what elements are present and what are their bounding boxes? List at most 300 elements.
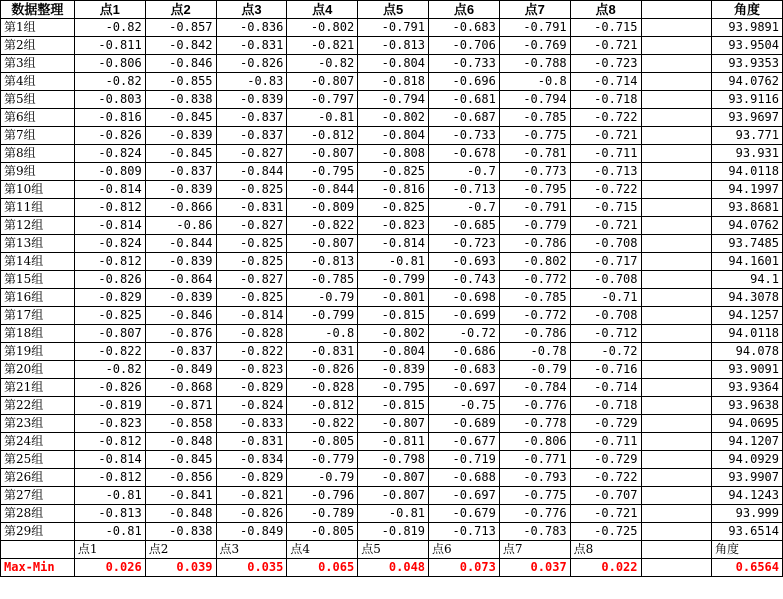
value-cell[interactable]: -0.849 (216, 523, 287, 541)
value-cell[interactable]: -0.812 (74, 253, 145, 271)
value-cell[interactable]: -0.825 (216, 181, 287, 199)
value-cell[interactable]: -0.846 (145, 55, 216, 73)
group-label-cell[interactable]: 第10组 (1, 181, 75, 199)
angle-cell[interactable]: 94.0762 (712, 217, 783, 235)
value-cell[interactable]: -0.796 (287, 487, 358, 505)
value-cell[interactable]: -0.812 (74, 433, 145, 451)
group-label-cell[interactable]: 第14组 (1, 253, 75, 271)
group-label-cell[interactable]: 第4组 (1, 73, 75, 91)
value-cell[interactable]: -0.846 (145, 307, 216, 325)
max-min-value-cell[interactable]: 0.039 (145, 559, 216, 577)
value-cell[interactable]: -0.775 (499, 127, 570, 145)
value-cell[interactable]: -0.826 (74, 379, 145, 397)
angle-cell[interactable]: 93.9091 (712, 361, 783, 379)
value-cell[interactable]: -0.844 (145, 235, 216, 253)
angle-cell[interactable]: 93.9891 (712, 19, 783, 37)
value-cell[interactable]: -0.808 (358, 145, 429, 163)
value-cell[interactable]: -0.801 (358, 289, 429, 307)
value-cell[interactable]: -0.812 (287, 127, 358, 145)
value-cell[interactable]: -0.829 (74, 289, 145, 307)
max-min-value-cell[interactable]: 0.073 (429, 559, 500, 577)
value-cell[interactable]: -0.839 (145, 253, 216, 271)
empty-cell[interactable] (641, 109, 712, 127)
value-cell[interactable]: -0.855 (145, 73, 216, 91)
value-cell[interactable]: -0.713 (570, 163, 641, 181)
max-min-angle-cell[interactable]: 0.6564 (712, 559, 783, 577)
max-min-value-cell[interactable]: 0.022 (570, 559, 641, 577)
value-cell[interactable]: -0.722 (570, 181, 641, 199)
value-cell[interactable]: -0.814 (358, 235, 429, 253)
value-cell[interactable]: -0.826 (74, 271, 145, 289)
value-cell[interactable]: -0.769 (499, 37, 570, 55)
empty-cell[interactable] (641, 1, 712, 19)
value-cell[interactable]: -0.721 (570, 37, 641, 55)
group-label-cell[interactable]: 第2组 (1, 37, 75, 55)
empty-cell[interactable] (641, 217, 712, 235)
subheader-point-cell[interactable]: 点6 (429, 541, 500, 559)
value-cell[interactable]: -0.697 (429, 379, 500, 397)
value-cell[interactable]: -0.722 (570, 109, 641, 127)
value-cell[interactable]: -0.825 (216, 253, 287, 271)
value-cell[interactable]: -0.804 (358, 55, 429, 73)
value-cell[interactable]: -0.822 (287, 415, 358, 433)
value-cell[interactable]: -0.841 (145, 487, 216, 505)
value-cell[interactable]: -0.806 (499, 433, 570, 451)
empty-cell[interactable] (641, 541, 712, 559)
value-cell[interactable]: -0.827 (216, 145, 287, 163)
angle-cell[interactable]: 93.9364 (712, 379, 783, 397)
group-label-cell[interactable]: 第8组 (1, 145, 75, 163)
value-cell[interactable]: -0.812 (287, 397, 358, 415)
value-cell[interactable]: -0.805 (287, 523, 358, 541)
empty-cell[interactable] (641, 523, 712, 541)
empty-cell[interactable] (641, 199, 712, 217)
value-cell[interactable]: -0.848 (145, 433, 216, 451)
value-cell[interactable]: -0.791 (358, 19, 429, 37)
value-cell[interactable]: -0.828 (287, 379, 358, 397)
angle-cell[interactable]: 94.1207 (712, 433, 783, 451)
value-cell[interactable]: -0.828 (216, 325, 287, 343)
value-cell[interactable]: -0.678 (429, 145, 500, 163)
value-cell[interactable]: -0.856 (145, 469, 216, 487)
empty-cell[interactable] (641, 451, 712, 469)
value-cell[interactable]: -0.823 (358, 217, 429, 235)
value-cell[interactable]: -0.729 (570, 415, 641, 433)
value-cell[interactable]: -0.822 (216, 343, 287, 361)
value-cell[interactable]: -0.826 (216, 505, 287, 523)
empty-cell[interactable] (641, 397, 712, 415)
group-label-cell[interactable]: 第15组 (1, 271, 75, 289)
value-cell[interactable]: -0.785 (499, 289, 570, 307)
empty-cell[interactable] (641, 469, 712, 487)
empty-cell[interactable] (641, 379, 712, 397)
empty-cell[interactable] (641, 127, 712, 145)
angle-cell[interactable]: 93.9638 (712, 397, 783, 415)
group-label-cell[interactable]: 第11组 (1, 199, 75, 217)
value-cell[interactable]: -0.687 (429, 109, 500, 127)
value-cell[interactable]: -0.8 (287, 325, 358, 343)
value-cell[interactable]: -0.807 (287, 145, 358, 163)
value-cell[interactable]: -0.679 (429, 505, 500, 523)
value-cell[interactable]: -0.807 (358, 415, 429, 433)
empty-cell[interactable] (641, 163, 712, 181)
value-cell[interactable]: -0.75 (429, 397, 500, 415)
empty-cell[interactable] (641, 289, 712, 307)
value-cell[interactable]: -0.784 (499, 379, 570, 397)
value-cell[interactable]: -0.825 (358, 163, 429, 181)
value-cell[interactable]: -0.714 (570, 73, 641, 91)
value-cell[interactable]: -0.711 (570, 145, 641, 163)
value-cell[interactable]: -0.83 (216, 73, 287, 91)
value-cell[interactable]: -0.807 (358, 487, 429, 505)
header-point-cell[interactable]: 点3 (216, 1, 287, 19)
value-cell[interactable]: -0.816 (74, 109, 145, 127)
value-cell[interactable]: -0.795 (358, 379, 429, 397)
value-cell[interactable]: -0.722 (570, 469, 641, 487)
group-label-cell[interactable]: 第28组 (1, 505, 75, 523)
value-cell[interactable]: -0.837 (145, 163, 216, 181)
subheader-point-cell[interactable]: 点4 (287, 541, 358, 559)
value-cell[interactable]: -0.824 (216, 397, 287, 415)
angle-cell[interactable]: 93.9697 (712, 109, 783, 127)
value-cell[interactable]: -0.785 (287, 271, 358, 289)
value-cell[interactable]: -0.834 (216, 451, 287, 469)
value-cell[interactable]: -0.839 (145, 127, 216, 145)
value-cell[interactable]: -0.689 (429, 415, 500, 433)
value-cell[interactable]: -0.82 (287, 55, 358, 73)
empty-cell[interactable] (641, 433, 712, 451)
value-cell[interactable]: -0.838 (145, 523, 216, 541)
value-cell[interactable]: -0.802 (358, 325, 429, 343)
value-cell[interactable]: -0.717 (570, 253, 641, 271)
value-cell[interactable]: -0.844 (287, 181, 358, 199)
empty-cell[interactable] (641, 253, 712, 271)
value-cell[interactable]: -0.708 (570, 235, 641, 253)
value-cell[interactable]: -0.809 (287, 199, 358, 217)
angle-cell[interactable]: 93.9907 (712, 469, 783, 487)
value-cell[interactable]: -0.805 (287, 433, 358, 451)
value-cell[interactable]: -0.798 (358, 451, 429, 469)
value-cell[interactable]: -0.681 (429, 91, 500, 109)
value-cell[interactable]: -0.813 (287, 253, 358, 271)
value-cell[interactable]: -0.826 (74, 127, 145, 145)
group-label-cell[interactable]: 第18组 (1, 325, 75, 343)
header-point-cell[interactable]: 点2 (145, 1, 216, 19)
group-label-cell[interactable]: 第26组 (1, 469, 75, 487)
group-label-cell[interactable]: 第13组 (1, 235, 75, 253)
group-label-cell[interactable]: 第6组 (1, 109, 75, 127)
max-min-value-cell[interactable]: 0.065 (287, 559, 358, 577)
value-cell[interactable]: -0.723 (570, 55, 641, 73)
value-cell[interactable]: -0.786 (499, 325, 570, 343)
max-min-value-cell[interactable]: 0.035 (216, 559, 287, 577)
value-cell[interactable]: -0.794 (358, 91, 429, 109)
value-cell[interactable]: -0.824 (74, 145, 145, 163)
value-cell[interactable]: -0.708 (570, 271, 641, 289)
value-cell[interactable]: -0.815 (358, 397, 429, 415)
value-cell[interactable]: -0.7 (429, 199, 500, 217)
header-corner-cell[interactable]: 数据整理 (1, 1, 75, 19)
value-cell[interactable]: -0.842 (145, 37, 216, 55)
value-cell[interactable]: -0.816 (358, 181, 429, 199)
value-cell[interactable]: -0.729 (570, 451, 641, 469)
header-point-cell[interactable]: 点4 (287, 1, 358, 19)
empty-cell[interactable] (641, 361, 712, 379)
value-cell[interactable]: -0.699 (429, 307, 500, 325)
angle-cell[interactable]: 94.3078 (712, 289, 783, 307)
value-cell[interactable]: -0.718 (570, 397, 641, 415)
value-cell[interactable]: -0.712 (570, 325, 641, 343)
value-cell[interactable]: -0.836 (216, 19, 287, 37)
value-cell[interactable]: -0.713 (429, 181, 500, 199)
value-cell[interactable]: -0.71 (570, 289, 641, 307)
value-cell[interactable]: -0.807 (287, 73, 358, 91)
empty-cell[interactable] (641, 73, 712, 91)
value-cell[interactable]: -0.814 (74, 217, 145, 235)
group-label-cell[interactable]: 第29组 (1, 523, 75, 541)
value-cell[interactable]: -0.812 (74, 199, 145, 217)
value-cell[interactable]: -0.839 (216, 91, 287, 109)
group-label-cell[interactable]: 第25组 (1, 451, 75, 469)
value-cell[interactable]: -0.719 (429, 451, 500, 469)
value-cell[interactable]: -0.698 (429, 289, 500, 307)
value-cell[interactable]: -0.721 (570, 127, 641, 145)
subheader-point-cell[interactable]: 点5 (358, 541, 429, 559)
value-cell[interactable]: -0.707 (570, 487, 641, 505)
header-angle-cell[interactable]: 角度 (712, 1, 783, 19)
value-cell[interactable]: -0.864 (145, 271, 216, 289)
value-cell[interactable]: -0.721 (570, 505, 641, 523)
value-cell[interactable]: -0.688 (429, 469, 500, 487)
value-cell[interactable]: -0.839 (358, 361, 429, 379)
value-cell[interactable]: -0.831 (216, 433, 287, 451)
group-label-cell[interactable]: 第5组 (1, 91, 75, 109)
value-cell[interactable]: -0.825 (216, 289, 287, 307)
value-cell[interactable]: -0.72 (429, 325, 500, 343)
subheader-point-cell[interactable]: 点8 (570, 541, 641, 559)
value-cell[interactable]: -0.8 (499, 73, 570, 91)
value-cell[interactable]: -0.81 (287, 109, 358, 127)
value-cell[interactable]: -0.713 (429, 523, 500, 541)
value-cell[interactable]: -0.79 (287, 289, 358, 307)
angle-cell[interactable]: 93.999 (712, 505, 783, 523)
value-cell[interactable]: -0.822 (74, 343, 145, 361)
value-cell[interactable]: -0.794 (499, 91, 570, 109)
value-cell[interactable]: -0.711 (570, 433, 641, 451)
max-min-value-cell[interactable]: 0.026 (74, 559, 145, 577)
value-cell[interactable]: -0.814 (74, 181, 145, 199)
header-point-cell[interactable]: 点5 (358, 1, 429, 19)
angle-cell[interactable]: 93.7485 (712, 235, 783, 253)
empty-cell[interactable] (641, 415, 712, 433)
value-cell[interactable]: -0.826 (216, 55, 287, 73)
value-cell[interactable]: -0.802 (499, 253, 570, 271)
value-cell[interactable]: -0.743 (429, 271, 500, 289)
angle-cell[interactable]: 94.1601 (712, 253, 783, 271)
value-cell[interactable]: -0.781 (499, 145, 570, 163)
value-cell[interactable]: -0.857 (145, 19, 216, 37)
value-cell[interactable]: -0.824 (74, 235, 145, 253)
value-cell[interactable]: -0.776 (499, 397, 570, 415)
value-cell[interactable]: -0.82 (74, 19, 145, 37)
value-cell[interactable]: -0.829 (216, 379, 287, 397)
value-cell[interactable]: -0.858 (145, 415, 216, 433)
header-point-cell[interactable]: 点6 (429, 1, 500, 19)
value-cell[interactable]: -0.706 (429, 37, 500, 55)
value-cell[interactable]: -0.829 (216, 469, 287, 487)
value-cell[interactable]: -0.685 (429, 217, 500, 235)
value-cell[interactable]: -0.79 (287, 469, 358, 487)
value-cell[interactable]: -0.825 (216, 235, 287, 253)
value-cell[interactable]: -0.825 (358, 199, 429, 217)
angle-cell[interactable]: 94.0695 (712, 415, 783, 433)
subheader-point-cell[interactable]: 点1 (74, 541, 145, 559)
value-cell[interactable]: -0.81 (358, 505, 429, 523)
subheader-point-cell[interactable]: 点3 (216, 541, 287, 559)
value-cell[interactable]: -0.795 (287, 163, 358, 181)
empty-cell[interactable] (641, 505, 712, 523)
angle-cell[interactable]: 94.1257 (712, 307, 783, 325)
value-cell[interactable]: -0.825 (74, 307, 145, 325)
group-label-cell[interactable]: 第9组 (1, 163, 75, 181)
value-cell[interactable]: -0.715 (570, 19, 641, 37)
value-cell[interactable]: -0.789 (287, 505, 358, 523)
group-label-cell[interactable]: 第24组 (1, 433, 75, 451)
value-cell[interactable]: -0.845 (145, 109, 216, 127)
value-cell[interactable]: -0.79 (499, 361, 570, 379)
value-cell[interactable]: -0.821 (287, 37, 358, 55)
angle-cell[interactable]: 93.9504 (712, 37, 783, 55)
group-label-cell[interactable]: 第3组 (1, 55, 75, 73)
empty-cell[interactable] (641, 271, 712, 289)
value-cell[interactable]: -0.827 (216, 217, 287, 235)
group-label-cell[interactable]: 第27组 (1, 487, 75, 505)
value-cell[interactable]: -0.791 (499, 19, 570, 37)
value-cell[interactable]: -0.849 (145, 361, 216, 379)
empty-cell[interactable] (641, 91, 712, 109)
value-cell[interactable]: -0.804 (358, 343, 429, 361)
group-label-cell[interactable]: 第17组 (1, 307, 75, 325)
angle-cell[interactable]: 93.9353 (712, 55, 783, 73)
empty-cell[interactable] (641, 307, 712, 325)
value-cell[interactable]: -0.797 (287, 91, 358, 109)
value-cell[interactable]: -0.807 (358, 469, 429, 487)
value-cell[interactable]: -0.723 (429, 235, 500, 253)
value-cell[interactable]: -0.81 (358, 253, 429, 271)
subheader-point-cell[interactable]: 点2 (145, 541, 216, 559)
value-cell[interactable]: -0.837 (216, 127, 287, 145)
value-cell[interactable]: -0.807 (287, 235, 358, 253)
value-cell[interactable]: -0.831 (287, 343, 358, 361)
header-point-cell[interactable]: 点7 (499, 1, 570, 19)
empty-cell[interactable] (1, 541, 75, 559)
header-point-cell[interactable]: 点8 (570, 1, 641, 19)
empty-cell[interactable] (641, 559, 712, 577)
group-label-cell[interactable]: 第19组 (1, 343, 75, 361)
angle-cell[interactable]: 93.931 (712, 145, 783, 163)
value-cell[interactable]: -0.72 (570, 343, 641, 361)
value-cell[interactable]: -0.819 (358, 523, 429, 541)
angle-cell[interactable]: 94.1997 (712, 181, 783, 199)
group-label-cell[interactable]: 第16组 (1, 289, 75, 307)
value-cell[interactable]: -0.814 (74, 451, 145, 469)
subheader-point-cell[interactable]: 点7 (499, 541, 570, 559)
value-cell[interactable]: -0.821 (216, 487, 287, 505)
value-cell[interactable]: -0.788 (499, 55, 570, 73)
empty-cell[interactable] (641, 181, 712, 199)
value-cell[interactable]: -0.813 (358, 37, 429, 55)
value-cell[interactable]: -0.815 (358, 307, 429, 325)
group-label-cell[interactable]: 第1组 (1, 19, 75, 37)
angle-cell[interactable]: 94.0118 (712, 325, 783, 343)
value-cell[interactable]: -0.827 (216, 271, 287, 289)
angle-cell[interactable]: 94.1 (712, 271, 783, 289)
value-cell[interactable]: -0.819 (74, 397, 145, 415)
value-cell[interactable]: -0.733 (429, 55, 500, 73)
value-cell[interactable]: -0.779 (287, 451, 358, 469)
angle-cell[interactable]: 93.771 (712, 127, 783, 145)
value-cell[interactable]: -0.811 (358, 433, 429, 451)
value-cell[interactable]: -0.814 (216, 307, 287, 325)
value-cell[interactable]: -0.868 (145, 379, 216, 397)
empty-cell[interactable] (641, 55, 712, 73)
value-cell[interactable]: -0.693 (429, 253, 500, 271)
value-cell[interactable]: -0.848 (145, 505, 216, 523)
group-label-cell[interactable]: 第22组 (1, 397, 75, 415)
value-cell[interactable]: -0.793 (499, 469, 570, 487)
angle-cell[interactable]: 93.9116 (712, 91, 783, 109)
value-cell[interactable]: -0.823 (74, 415, 145, 433)
group-label-cell[interactable]: 第12组 (1, 217, 75, 235)
value-cell[interactable]: -0.683 (429, 19, 500, 37)
group-label-cell[interactable]: 第7组 (1, 127, 75, 145)
value-cell[interactable]: -0.802 (287, 19, 358, 37)
value-cell[interactable]: -0.785 (499, 109, 570, 127)
max-min-value-cell[interactable]: 0.037 (499, 559, 570, 577)
value-cell[interactable]: -0.683 (429, 361, 500, 379)
value-cell[interactable]: -0.806 (74, 55, 145, 73)
max-min-label-cell[interactable]: Max-Min (1, 559, 75, 577)
max-min-value-cell[interactable]: 0.048 (358, 559, 429, 577)
value-cell[interactable]: -0.775 (499, 487, 570, 505)
value-cell[interactable]: -0.776 (499, 505, 570, 523)
value-cell[interactable]: -0.807 (74, 325, 145, 343)
value-cell[interactable]: -0.818 (358, 73, 429, 91)
value-cell[interactable]: -0.772 (499, 271, 570, 289)
value-cell[interactable]: -0.725 (570, 523, 641, 541)
value-cell[interactable]: -0.831 (216, 199, 287, 217)
value-cell[interactable]: -0.697 (429, 487, 500, 505)
value-cell[interactable]: -0.837 (216, 109, 287, 127)
empty-cell[interactable] (641, 19, 712, 37)
value-cell[interactable]: -0.839 (145, 181, 216, 199)
value-cell[interactable]: -0.799 (287, 307, 358, 325)
value-cell[interactable]: -0.799 (358, 271, 429, 289)
value-cell[interactable]: -0.696 (429, 73, 500, 91)
group-label-cell[interactable]: 第20组 (1, 361, 75, 379)
value-cell[interactable]: -0.822 (287, 217, 358, 235)
value-cell[interactable]: -0.81 (74, 523, 145, 541)
value-cell[interactable]: -0.783 (499, 523, 570, 541)
empty-cell[interactable] (641, 325, 712, 343)
value-cell[interactable]: -0.686 (429, 343, 500, 361)
value-cell[interactable]: -0.791 (499, 199, 570, 217)
value-cell[interactable]: -0.779 (499, 217, 570, 235)
value-cell[interactable]: -0.778 (499, 415, 570, 433)
angle-cell[interactable]: 94.1243 (712, 487, 783, 505)
value-cell[interactable]: -0.833 (216, 415, 287, 433)
empty-cell[interactable] (641, 37, 712, 55)
